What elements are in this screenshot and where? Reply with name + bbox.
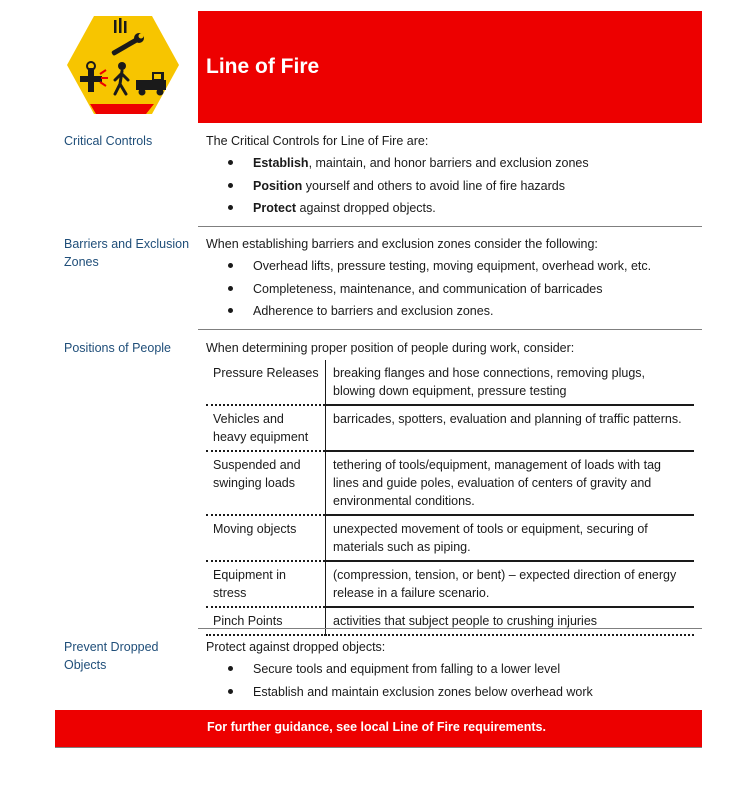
- bullet-icon: [228, 160, 233, 165]
- positions-table: [206, 360, 694, 636]
- title-banner: [198, 11, 702, 123]
- row-value: (compression, tension, or bent) – expected direction of energy release in a failure scenario.: [326, 561, 695, 607]
- bullet-icon: [228, 263, 233, 268]
- row-key: Pressure Releases: [206, 360, 326, 405]
- divider: [198, 226, 702, 227]
- footer-banner: [55, 710, 702, 748]
- bullet-icon: [228, 689, 233, 694]
- row-value: breaking flanges and hose connections, removing plugs, blowing down equipment, pressure testing: [326, 360, 695, 405]
- divider: [198, 628, 702, 629]
- bullet-icon: [228, 205, 233, 210]
- bullet-list: [206, 154, 696, 222]
- bullet-icon: [228, 666, 233, 671]
- line-of-fire-logo: [66, 14, 180, 116]
- page-title: Line of Fire: [206, 55, 320, 78]
- section-label: Barriers and Exclusion Zones: [64, 237, 190, 269]
- row-value: tethering of tools/equipment, management of loads with tag lines and guide poles, evaluation of centers of gravity and environmental conditions.: [326, 451, 695, 515]
- bullet-icon: [228, 308, 233, 313]
- section-label: Prevent Dropped Objects: [64, 640, 159, 672]
- list-item: Position yourself and others to avoid line of fire hazards: [206, 177, 696, 200]
- section-label: Critical Controls: [64, 134, 153, 148]
- footer-text: For further guidance, see local Line of Fire requirements.: [207, 720, 546, 734]
- row-key: Suspended and swinging loads: [206, 451, 326, 515]
- table-row: [206, 561, 694, 607]
- row-value: activities that subject people to crushing injuries: [333, 614, 598, 628]
- section-intro: Protect against dropped objects:: [206, 640, 386, 654]
- table-row: [206, 405, 694, 451]
- list-item: Overhead lifts, pressure testing, moving equipment, overhead work, etc.: [206, 257, 696, 280]
- table-row: [206, 451, 694, 515]
- list-item: Protect against dropped objects.: [206, 199, 696, 222]
- list-item: Establish and maintain exclusion zones below overhead work: [206, 683, 696, 706]
- bullet-list: [206, 257, 696, 325]
- list-item: Completeness, maintenance, and communication of barricades: [206, 280, 696, 303]
- row-key: Vehicles and heavy equipment: [206, 405, 326, 451]
- bullet-icon: [228, 183, 233, 188]
- list-item: Secure tools and equipment from falling to a lower level: [206, 660, 696, 683]
- list-item: Adherence to barriers and exclusion zones.: [206, 302, 696, 325]
- list-item: Establish, maintain, and honor barriers and exclusion zones: [206, 154, 696, 177]
- table-row: [206, 360, 694, 405]
- section-intro: The Critical Controls for Line of Fire are:: [206, 134, 429, 148]
- section-intro: When establishing barriers and exclusion zones consider the following:: [206, 237, 598, 251]
- table-row: [206, 515, 694, 561]
- row-value: unexpected movement of tools or equipment, securing of materials such as piping.: [326, 515, 695, 561]
- row-key: Pinch Points: [206, 607, 326, 635]
- bullet-list: [206, 660, 696, 705]
- row-key: Equipment in stress: [206, 561, 326, 607]
- divider: [198, 329, 702, 330]
- row-key: Moving objects: [206, 515, 326, 561]
- table-row: [206, 607, 694, 635]
- bullet-icon: [228, 286, 233, 291]
- section-label: Positions of People: [64, 341, 172, 355]
- row-value: barricades, spotters, evaluation and planning of traffic patterns.: [326, 405, 695, 451]
- section-intro: When determining proper position of people during work, consider:: [206, 341, 575, 355]
